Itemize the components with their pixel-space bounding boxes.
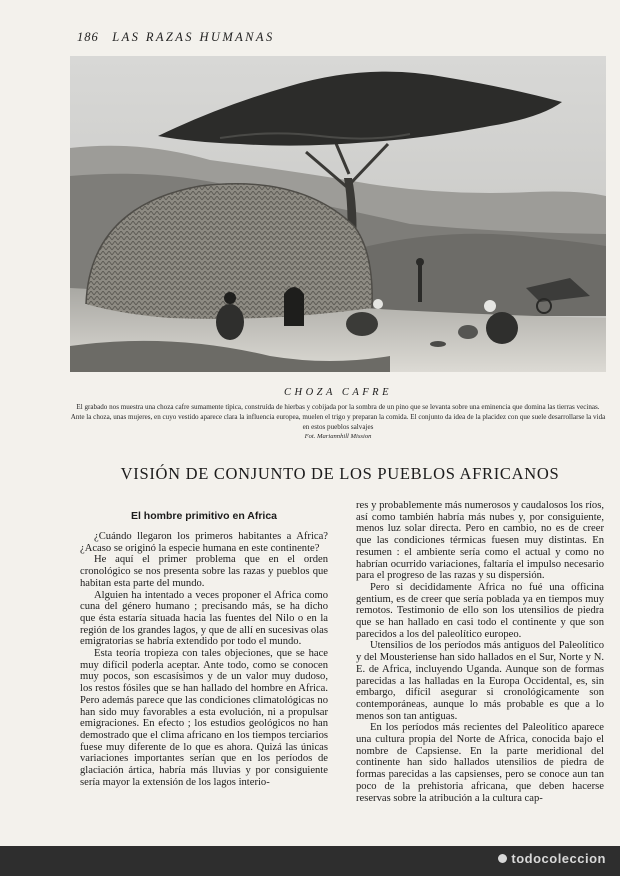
watermark-logo-icon: [498, 854, 507, 863]
article-column-left: [80, 500, 328, 850]
paragraph: res y probablemente más numerosos y caudalosos los ríos, así como también habría más nubes y, por consiguiente, menos luz solar directa. Pero en cambio, no es de creer que las condiciones térmicas fuesen muy distintas. En resumen : el ambiente sería como el actual y como no habrían ocurrido variaciones, faltaría el impulso necesario para el progreso de las razas y su dispersión.: [356, 500, 604, 582]
photo-caption-title: CHOZA CAFRE: [283, 387, 393, 398]
paragraph: ¿Cuándo llegaron los primeros habitantes a Africa? ¿Acaso se originó la especie humana en este continente?: [80, 531, 328, 554]
page-number: 186: [77, 30, 99, 44]
section-heading: El hombre primitivo en Africa: [130, 510, 278, 522]
watermark: [498, 851, 606, 866]
article-column-right: [356, 500, 604, 850]
paragraph: Esta teoría tropieza con tales objeciones, que se hace muy difícil poderla aceptar. Ante todo, como se conocen muy pocos, son escasísimos y de un valor muy dudoso, los restos fósiles que se han hallado del hombre en Africa. Pero además parece que las condiciones climatológicas no han sido muy favorables a esta evolución, ni a propulsar emigraciones. En efecto ; los estudios geológicos no han demostrado que el clima africano en los tiempos terciarios fuese muy diferente de lo que es ahora. Quizá las únicas variaciones importantes serían que en los períodos de glaciación ártica, habría más lluvias y por consiguiente sería mayor la extensión de los lagos interio-: [80, 648, 328, 788]
paragraph: En los períodos más recientes del Paleolítico aparece una cultura propia del Norte de Africa, conocida bajo el nombre de Capsiense. En la parte meridional del continente han sido hallados utensilios de piedra de formas parecidas a las capsienses, pero se conoce aun tan poco de la prehistoria africana, que deben hacerse reservas sobre la atribución a la cultura cap-: [356, 722, 604, 804]
photo-choza-cafre: [70, 56, 606, 372]
paragraph: Alguien ha intentado a veces proponer el Africa como cuna del género humano ; precisando más, se ha dicho que ésta estaría situada hacia las fuentes del Nilo o en la región de los grandes lagos, y que de allí en sucesivas olas emigratorias se habría extendido por todo el mundo.: [80, 589, 328, 648]
paragraph: Pero si decididamente Africa no fué una officina gentium, es de creer que sería poblada ya en tiempos muy remotos. Testimonio de ello son los utensilios de piedra que se han hallado en casi todo el continente y que son parecidos a los del paleolítico europeo.: [356, 581, 604, 640]
photo-caption-body: El grabado nos muestra una choza cafre sumamente típica, construída de hierbas y cobijada por la sombra de un pino que se levanta sobre una eminencia que domina las tierras vecinas. Ante la choza, unas mujeres, en cuyo vestido aparece clara la influencia europea, muelen el trigo y preparan la comida. El conjunto da idea de la placidez con que suele desarrollarse la vida en estos pueblos salvajes: [70, 403, 606, 432]
article-title: VISIÓN DE CONJUNTO DE LOS PUEBLOS AFRICANOS: [120, 464, 560, 483]
photo-illustration: [70, 56, 606, 372]
running-title: LAS RAZAS HUMANAS: [112, 30, 275, 44]
running-head: [77, 30, 547, 45]
paragraph: He aquí el primer problema que en el orden cronológico se nos presenta sobre las razas y pueblos que habitan esta parte del mundo.: [80, 554, 328, 589]
photo-credit: Fot. Mariannhill Mission: [304, 433, 372, 440]
paragraph: Utensilios de los períodos más antiguos del Paleolítico y del Mousteriense han sido hallados en el Sur, Norte y N. E. de Africa, incluyendo Uganda. Aunque son de formas parecidas a las halladas en la Europa Occidental, es, sin embargo, difícil asegurar si cronológicamente son contemporáneas, aunque lo más probable es que a lo menos son tan antiguas.: [356, 640, 604, 722]
watermark-text: todocoleccion: [511, 851, 606, 866]
